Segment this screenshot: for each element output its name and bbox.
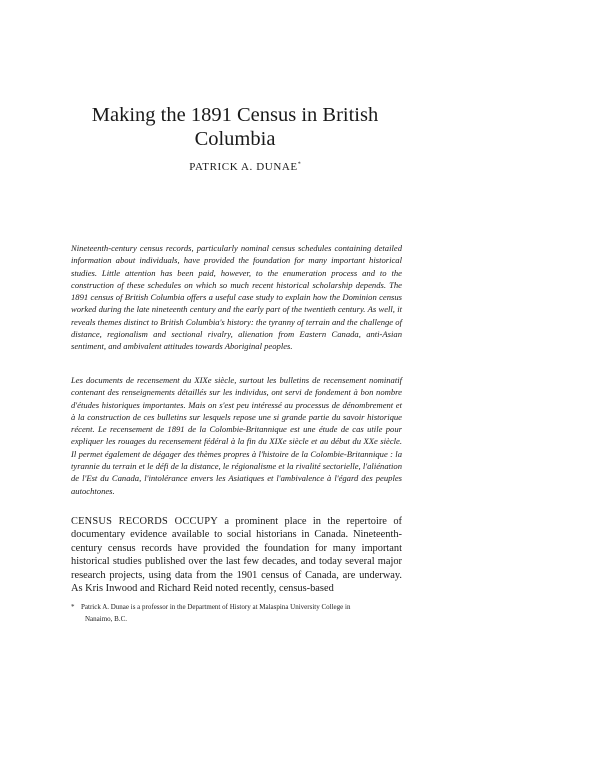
body-paragraph-text: a prominent place in the repertoire of documentary evidence available to social historians in Canada. Nineteenth-century census records have provided the foundation for many important historical studies published over the last few decades, and today several major research projects, using data from the 1901 census of Canada, are underway. As Kris Inwood and Richard Reid noted recently, census-based	[71, 516, 402, 595]
abstract-english: Nineteenth-century census records, particularly nominal census schedules containing detailed information about individuals, have provided the foundation for many important historical studies. Little attention has been paid, however, to the enumeration process and to the construction of these schedules on which so much recent historical scholarship depends. The 1891 census of British Columbia offers a useful case study to explain how the Dominion census worked during the late nineteenth century and the early part of the twentieth century. As well, it reveals themes distinct to British Columbia's history: the tyranny of terrain and the challenge of distance, regionalism and sectional rivalry, alienation from Eastern Canada, anti-Asian sentiment, and ambivalent attitudes towards Aboriginal peoples.	[71, 243, 402, 352]
author-line	[70, 161, 420, 173]
article-title: Making the 1891 Census in British Columbia	[91, 104, 379, 150]
author-name: PATRICK A. DUNAE	[189, 161, 298, 173]
footnote-line-2: Nanaimo, B.C.	[85, 614, 127, 623]
author-footnote-mark: *	[297, 161, 301, 168]
footnote-line-1	[71, 602, 402, 614]
footnote	[71, 602, 402, 625]
footnote-text-1: Patrick A. Dunae is a professor in the Department of History at Malaspina University College in	[81, 603, 351, 611]
footnote-mark: *	[71, 603, 75, 611]
abstract-french: Les documents de recensement du XIXe siècle, surtout les bulletins de recensement nominatif contenant des renseignements détaillés sur les individus, ont servi de fondement à bon nombre d'études historiques importantes. Mais on s'est peu intéressé au processus de dénombrement et à la construction de ces bulletins sur lesquels repose une si grande partie du savoir historique récent. Le recensement de 1891 de la Colombie-Britannique est une étude de cas utile pour expliquer les rouages du recensement fédéral à la fin du XIXe siècle et au début du XXe siècle. Il permet également de dégager des thèmes propres à l'histoire de la Colombie-Britannique : la tyrannie du terrain et le défi de la distance, le régionalisme et la rivalité sectorielle, l'aliénation de l'Est du Canada, l'intolérance envers les Asiatiques et l'ambivalence à l'égard des peuples autochtones.	[71, 375, 402, 496]
body-lead-caps: CENSUS RECORDS OCCUPY	[71, 516, 218, 527]
body-paragraph	[71, 515, 402, 595]
